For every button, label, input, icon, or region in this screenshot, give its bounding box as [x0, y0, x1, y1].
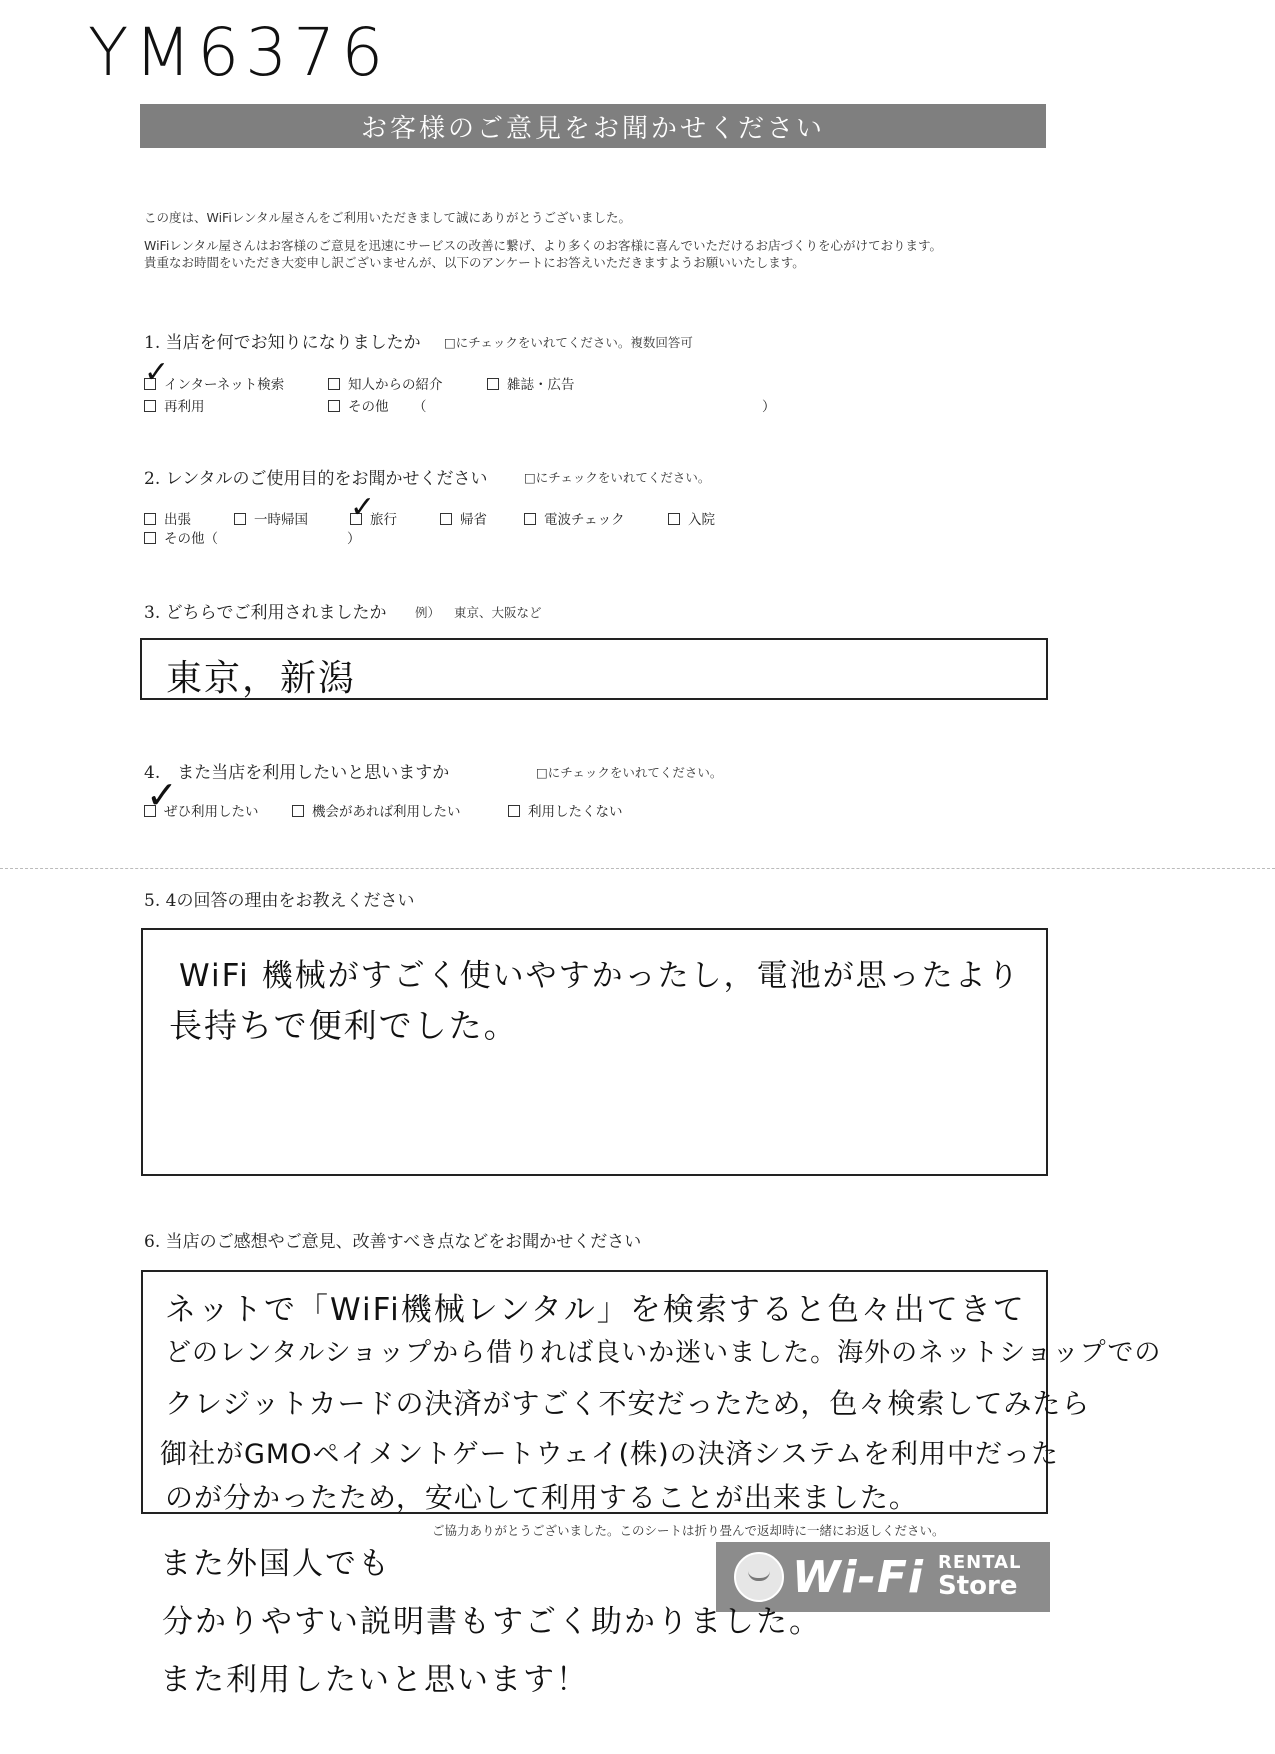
q6-answer-line-3: クレジットカードの決済がすごく不安だったため，色々検索してみたら: [165, 1387, 1091, 1420]
mascot-icon: [734, 1552, 784, 1602]
q4-option-no[interactable]: 利用したくない: [508, 800, 623, 820]
logo-wifi-text: Wi-Fi: [792, 1551, 925, 1603]
checkbox[interactable]: [524, 513, 536, 525]
q6-title: 6. 当店のご感想やご意見、改善すべき点などをお聞かせください: [144, 1232, 642, 1252]
q6-extra-line-1: また外国人でも: [160, 1546, 391, 1582]
logo-store-text: Store: [938, 1570, 1018, 1601]
q2-option-travel[interactable]: 旅行: [350, 508, 397, 528]
q4-title: 4. また当店を利用したいと思いますか: [144, 763, 450, 783]
q6-extra-line-3: また利用したいと思います！: [160, 1662, 589, 1698]
q6-extra-line-2: 分かりやすい説明書もすごく助かりました。: [162, 1604, 822, 1640]
q2-option-business[interactable]: 出張: [144, 508, 191, 528]
checkbox[interactable]: [487, 378, 499, 390]
q2-other-close-paren: ）: [347, 531, 361, 547]
q6-answer-line-1: ネットで「WiFi機械レンタル」を検索すると色々出てきて: [165, 1292, 1026, 1328]
check-mark-icon: ✓: [350, 490, 376, 525]
form-id: YM6376: [88, 14, 390, 91]
q3-answer-box[interactable]: [140, 638, 1048, 700]
survey-title: お客様のご意見をお聞かせください: [360, 113, 825, 144]
q3-example: 東京、大阪など: [454, 605, 542, 620]
q2-option-other[interactable]: その他（: [144, 527, 218, 547]
intro-line-2: WiFiレンタル屋さんはお客様のご意見を迅速にサービスの改善に繋げ、より多くのお客様に喜んでいただけるお店づくりを心がけております。: [144, 238, 943, 253]
checkbox[interactable]: [292, 805, 304, 817]
intro-line-3: 貴重なお時間をいただき大変申し訳ございませんが、以下のアンケートにお答えいただきますようお願いいたします。: [144, 255, 805, 270]
checkbox[interactable]: [668, 513, 680, 525]
q3-example-label: 例）: [415, 605, 441, 620]
logo-rental-text: RENTAL: [938, 1551, 1022, 1573]
checkbox[interactable]: [328, 378, 340, 390]
q2-option-hospital[interactable]: 入院: [668, 508, 715, 528]
q4-note: □にチェックをいれてください。: [536, 765, 723, 780]
q2-option-temporary-return[interactable]: 一時帰国: [234, 508, 308, 528]
survey-header: [140, 104, 1046, 148]
q2-title: 2. レンタルのご使用目的をお聞かせください: [144, 469, 488, 489]
q4-option-if-chance[interactable]: 機会があれば利用したい: [292, 800, 461, 820]
q2-option-homecoming[interactable]: 帰省: [440, 508, 487, 528]
check-mark-icon: ✓: [144, 355, 170, 390]
q5-answer-line-2: 長持ちで便利でした。: [169, 1006, 519, 1045]
q1-option-other[interactable]: その他: [328, 395, 389, 415]
q1-note: □にチェックをいれてください。複数回答可: [444, 335, 693, 350]
q1-option-reuse[interactable]: 再利用: [144, 395, 205, 415]
q3-answer: 東京，新潟: [166, 658, 357, 699]
checkbox[interactable]: [234, 513, 246, 525]
q6-answer-line-5: のが分かったため，安心して利用することが出来ました。: [165, 1481, 918, 1514]
q2-note: □にチェックをいれてください。: [524, 470, 711, 485]
q1-option-magazine[interactable]: 雑誌・広告: [487, 373, 575, 393]
checkbox[interactable]: [144, 400, 156, 412]
intro-line-1: この度は、WiFiレンタル屋さんをご利用いただきまして誠にありがとうございました。: [144, 210, 632, 225]
q1-option-internet[interactable]: インターネット検索: [144, 373, 284, 393]
checkbox[interactable]: [144, 513, 156, 525]
q6-answer-line-2: どのレンタルショップから借りれば良いか迷いました。海外のネットショップでの: [165, 1338, 1162, 1368]
q5-title: 5. 4の回答の理由をお教えください: [144, 891, 415, 911]
q2-option-signal-check[interactable]: 電波チェック: [524, 508, 625, 528]
q6-answer-line-4: 御社がGMOペイメントゲートウェイ(株)の決済システムを利用中だった: [160, 1439, 1059, 1470]
q1-option-referral[interactable]: 知人からの紹介: [328, 373, 443, 393]
q1-other-close-paren: ）: [762, 399, 776, 415]
checkbox[interactable]: [144, 532, 156, 544]
q4-option-definitely[interactable]: ぜひ利用したい: [144, 800, 259, 820]
checkbox[interactable]: [328, 400, 340, 412]
checkbox[interactable]: [440, 513, 452, 525]
q5-answer-box[interactable]: [141, 928, 1048, 1176]
q3-title: 3. どちらでご利用されましたか: [144, 603, 387, 623]
check-mark-icon: ✓: [146, 773, 178, 817]
checkbox[interactable]: [508, 805, 520, 817]
fold-line: [0, 868, 1275, 869]
q1-other-open-paren: （: [413, 399, 427, 415]
q1-title: 1. 当店を何でお知りになりましたか: [144, 333, 421, 353]
footer-note: ご協力ありがとうございました。このシートは折り畳んで返却時に一緒にお返しください。: [432, 1523, 945, 1538]
q5-answer-line-1: WiFi 機械がすごく使いやすかったし，電池が思ったより: [179, 958, 1021, 994]
